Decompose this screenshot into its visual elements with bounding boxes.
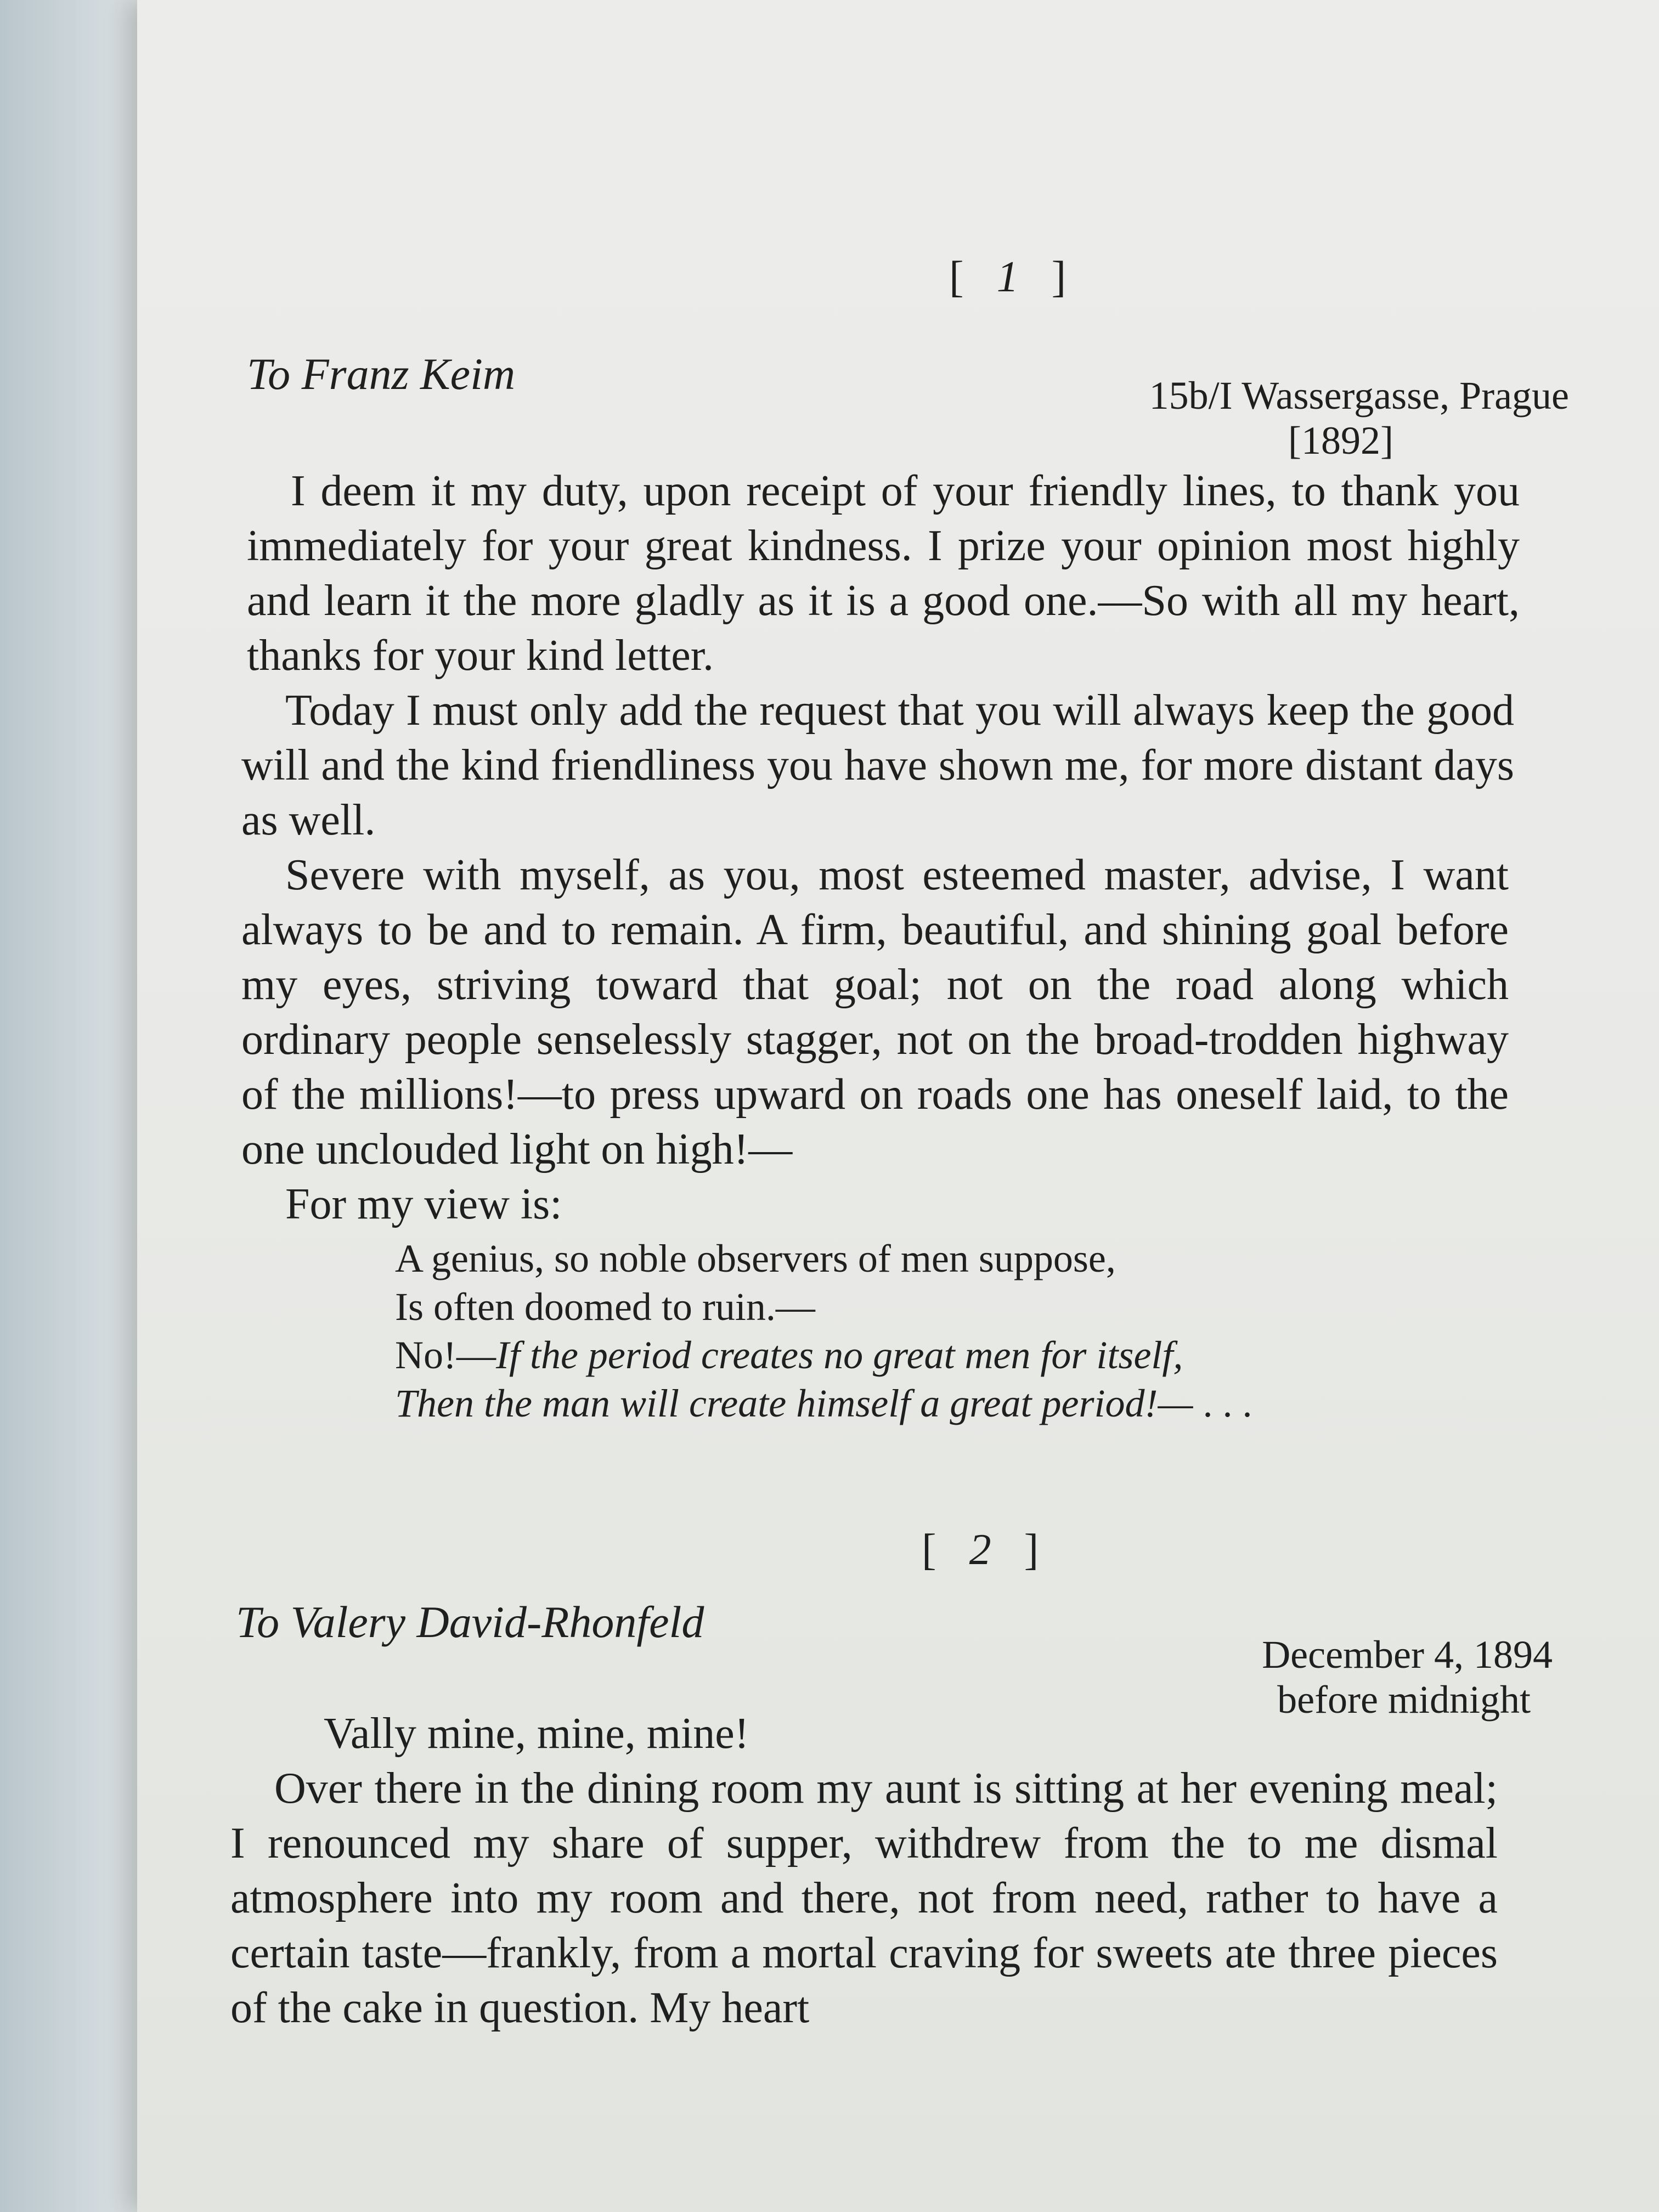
- letter-1-paragraph-2: Today I must only add the request that you will always keep the good will and the kind friendliness you have shown me, for more distant days as well.: [241, 686, 1514, 844]
- verse-line-4: Then the man will create himself a great period!— . . .: [395, 1381, 1252, 1425]
- letter-1-address: 15b/I Wassergasse, Prague: [1149, 374, 1569, 417]
- letter-1-recipient: To Franz Keim: [247, 349, 516, 399]
- letter-1-address-block: [1020, 373, 1569, 463]
- letter-1-verse: [395, 1234, 1252, 1427]
- letter-2-paragraph-1: Over there in the dining room my aunt is sitting at her evening meal; I renounced my share of supper, withdrew from the to me dismal atmosphere into my room and there, not from need, rather to have a certain taste—frankly, from a mortal craving for sweets ate three pieces of the cake in question. My heart: [230, 1764, 1498, 2032]
- verse-line-3: No!—If the period creates no great men for itself,: [395, 1333, 1183, 1377]
- letter-2-time: before midnight: [1277, 1678, 1531, 1722]
- letter-2-greeting: Vally mine, mine, mine!: [324, 1709, 749, 1758]
- letter-1-paragraph-4: For my view is:: [285, 1180, 562, 1228]
- verse-line-1: A genius, so noble observers of men suppose,: [395, 1237, 1116, 1280]
- letter-number-1: [ 1 ]: [949, 253, 1077, 301]
- letter-1-paragraph-1: I deem it my duty, upon receipt of your friendly lines, to thank you immediately for your great kindness. I prize your opinion most highly and learn it the more gladly as it is a good one.—So with all my heart, thanks for your kind letter.: [247, 467, 1520, 680]
- letter-2-recipient: To Valery David-Rhonfeld: [236, 1597, 704, 1647]
- verse-line-2: Is often doomed to ruin.—: [395, 1285, 815, 1329]
- letter-1-paragraph-3: Severe with myself, as you, most esteemed master, advise, I want always to be and to remain. A firm, beautiful, and shining goal before my eyes, striving toward that goal; not on the road along which ordinary people senselessly stagger, not on the broad-trodden highway of the millions!—to press upward on roads one has oneself laid, to the one unclouded light on high!—: [241, 851, 1509, 1173]
- book-page: [137, 0, 1659, 2212]
- letter-2-date: December 4, 1894: [1262, 1633, 1553, 1677]
- letter-number-2: [ 2 ]: [922, 1526, 1050, 1574]
- letter-1-date: [1892]: [1288, 419, 1393, 462]
